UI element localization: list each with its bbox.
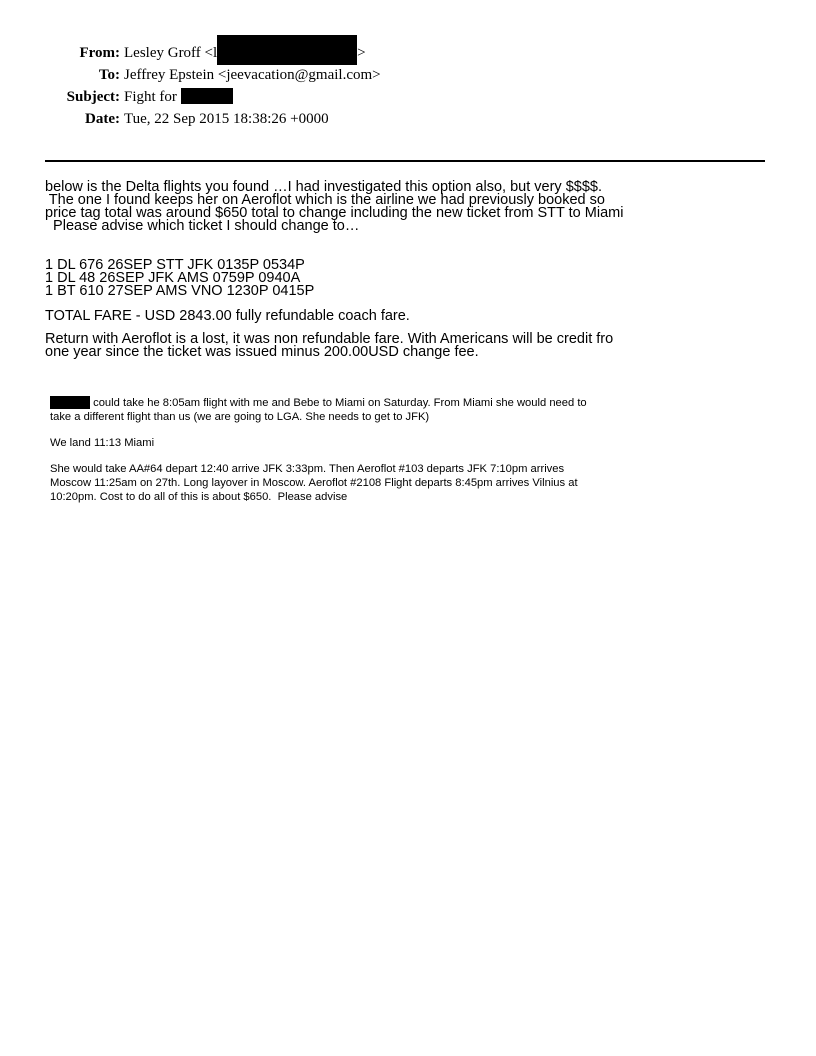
itinerary-line: She would take AA#64 depart 12:40 arrive JFK 3:33pm. Then Aeroflot #103 departs JFK 7:10pm arrives <box>50 463 565 475</box>
quoted-line: take a different flight than us (we are going to LGA. She needs to get to JFK) <box>50 411 430 423</box>
message-body <box>45 181 785 359</box>
header-divider <box>45 160 765 162</box>
body-line: The one I found keeps her on Aeroflot which is the airline we had previously booked so <box>45 192 605 208</box>
from-row <box>0 42 816 64</box>
landing-line: We land 11:13 Miami <box>50 437 155 449</box>
date-value: Tue, 22 Sep 2015 18:38:26 +0000 <box>124 111 329 127</box>
return-note-line: Return with Aeroflot is a lost, it was non refundable fare. With Americans will be credit fro <box>45 331 614 347</box>
from-value <box>124 42 366 65</box>
quoted-message <box>50 396 790 504</box>
body-line: price tag total was around $650 total to change including the new ticket from STT to Miami <box>45 205 624 221</box>
subject-text: Fight for <box>124 89 177 105</box>
to-row <box>0 64 816 86</box>
total-fare: TOTAL FARE - USD 2843.00 fully refundable coach fare. <box>45 308 410 324</box>
flight-line: 1 DL 48 26SEP JFK AMS 0759P 0940A <box>45 270 301 286</box>
flight-line: 1 BT 610 27SEP AMS VNO 1230P 0415P <box>45 283 315 299</box>
from-name: Lesley Groff <l <box>124 45 218 61</box>
redaction-box <box>50 396 90 409</box>
flight-line: 1 DL 676 26SEP STT JFK 0135P 0534P <box>45 257 305 273</box>
redaction-box <box>217 35 357 65</box>
subject-label: Subject: <box>66 89 120 105</box>
date-row <box>0 108 816 130</box>
body-line: Please advise which ticket I should change to… <box>45 218 360 234</box>
date-label: Date: <box>85 111 120 127</box>
quoted-line <box>50 396 790 410</box>
to-value: Jeffrey Epstein <jeevacation@gmail.com> <box>124 67 381 83</box>
from-label: From: <box>79 45 120 61</box>
itinerary-line: Moscow 11:25am on 27th. Long layover in Moscow. Aeroflot #2108 Flight departs 8:45pm arrives Vilnius at <box>50 477 578 489</box>
quoted-line-text: could take he 8:05am flight with me and Bebe to Miami on Saturday. From Miami she would need to <box>90 397 587 409</box>
subject-row <box>0 86 816 108</box>
itinerary-line: 10:20pm. Cost to do all of this is about $650. Please advise <box>50 491 348 503</box>
email-header <box>0 42 816 130</box>
return-note-line: one year since the ticket was issued minus 200.00USD change fee. <box>45 344 479 360</box>
subject-value <box>124 86 233 108</box>
to-label: To: <box>98 67 120 83</box>
from-tail: > <box>357 45 366 61</box>
body-line: below is the Delta flights you found …I had investigated this option also, but very $$$$. <box>45 179 602 195</box>
redaction-box <box>181 88 233 104</box>
